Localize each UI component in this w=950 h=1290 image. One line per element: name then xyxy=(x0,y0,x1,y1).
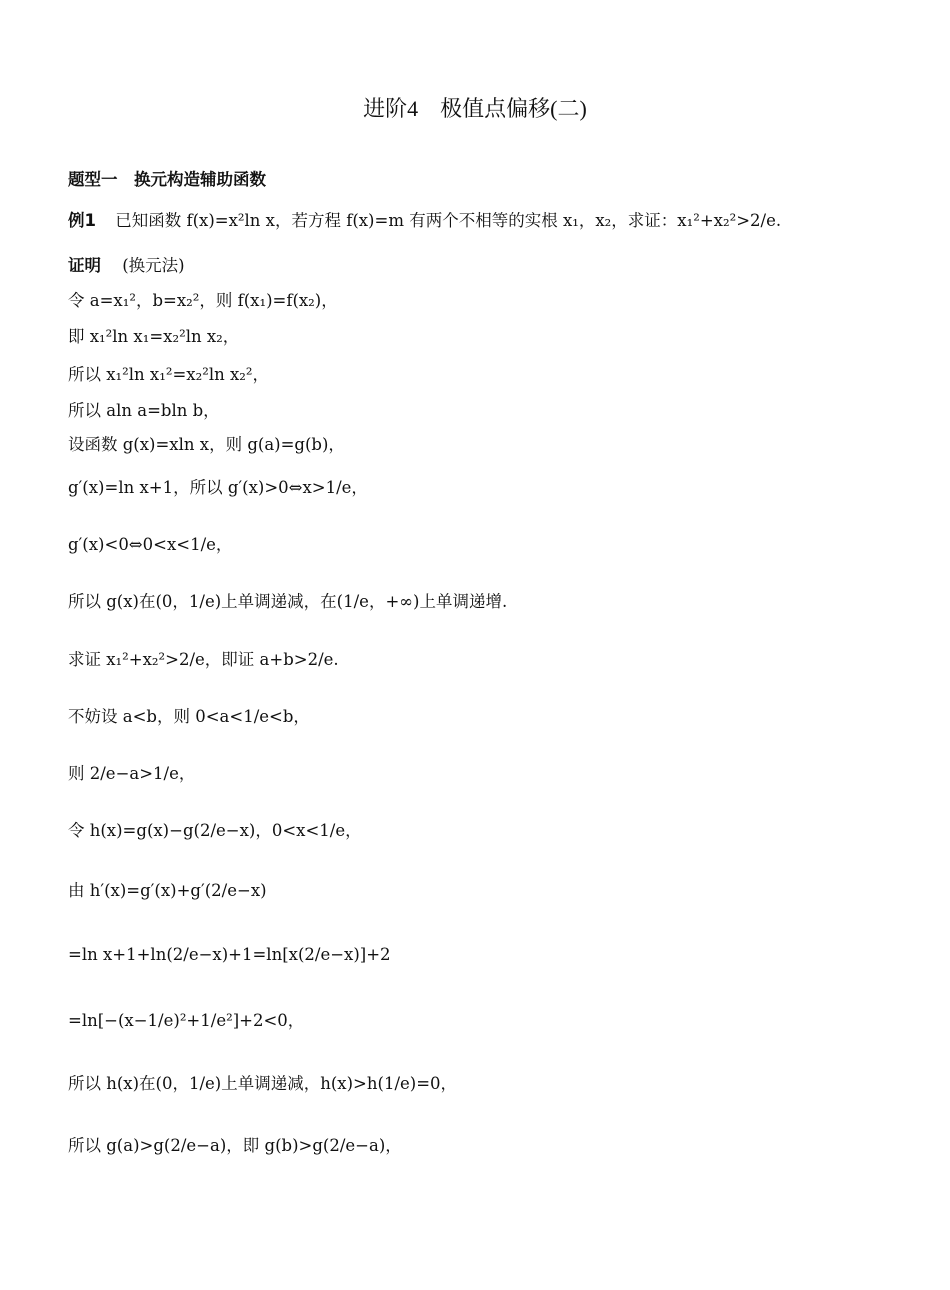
example-text: 已知函数 f(x)=x²ln x，若方程 f(x)=m 有两个不相等的实根 x₁，x₂，求证：x₁²+x₂²>2/e. xyxy=(115,211,782,230)
proof-line: 所以 aln a=bln b， xyxy=(68,401,220,420)
proof-line: =ln[−(x−1/e)²+1/e²]+2<0， xyxy=(68,1011,305,1030)
proof-line: =ln x+1+ln(2/e−x)+1=ln[x(2/e−x)]+2 xyxy=(68,945,391,964)
proof-heading xyxy=(68,256,185,276)
proof-line: 所以 x₁²ln x₁²=x₂²ln x₂²， xyxy=(68,365,270,384)
proof-line: 所以 g(a)>g(2/e−a)，即 g(b)>g(2/e−a)， xyxy=(68,1136,402,1155)
proof-label: 证明 xyxy=(68,256,101,275)
proof-line: 即 x₁²ln x₁=x₂²ln x₂， xyxy=(68,327,240,346)
section-heading: 题型一 换元构造辅助函数 xyxy=(68,170,266,189)
proof-line: 设函数 g(x)=xln x，则 g(a)=g(b)， xyxy=(68,435,345,454)
proof-line: 所以 g(x)在(0，1/e)上单调递减，在(1/e，+∞)上单调递增. xyxy=(68,592,508,611)
proof-line: 所以 h(x)在(0，1/e)上单调递减，h(x)>h(1/e)=0， xyxy=(68,1074,458,1093)
proof-method: (换元法) xyxy=(122,256,185,275)
proof-line: 令 a=x₁²，b=x₂²，则 f(x₁)=f(x₂)， xyxy=(68,291,338,310)
proof-line: 则 2/e−a>1/e， xyxy=(68,764,196,783)
page-title: 进阶4 极值点偏移(二) xyxy=(363,96,587,121)
example-1 xyxy=(68,211,781,231)
proof-line: g′(x)=ln x+1，所以 g′(x)>0⇔x>1/e， xyxy=(68,478,368,497)
proof-line: 不妨设 a<b，则 0<a<1/e<b， xyxy=(68,707,310,726)
proof-line: 令 h(x)=g(x)−g(2/e−x)，0<x<1/e， xyxy=(68,821,362,840)
proof-line: 由 h′(x)=g′(x)+g′(2/e−x) xyxy=(68,881,267,900)
proof-line: g′(x)<0⇔0<x<1/e， xyxy=(68,535,233,554)
proof-line: 求证 x₁²+x₂²>2/e，即证 a+b>2/e. xyxy=(68,650,339,669)
example-label: 例1 xyxy=(68,211,96,230)
